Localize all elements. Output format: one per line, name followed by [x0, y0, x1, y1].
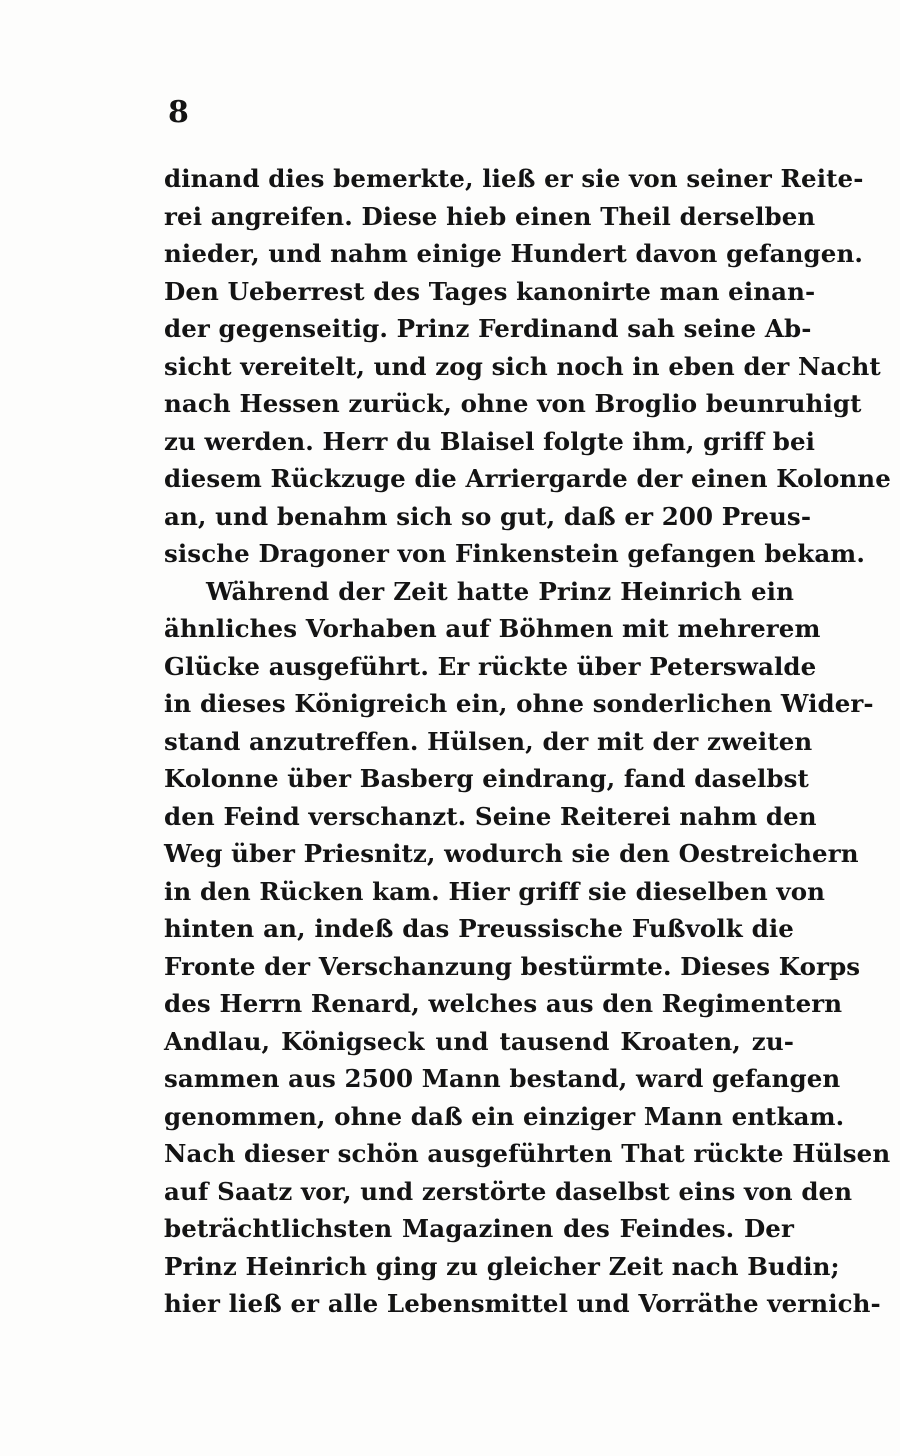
text-line: nieder, und nahm einige Hundert davon gefangen.	[164, 239, 863, 268]
text-line: Weg über Priesnitz, wodurch sie den Oestreichern	[164, 839, 859, 868]
text-line: Prinz Heinrich ging zu gleicher Zeit nach Budin;	[164, 1251, 840, 1281]
text-line: hinten an, indeß das Preussische Fußvolk die	[164, 914, 794, 943]
text-line: sicht vereitelt, und zog sich noch in eben der Nacht	[164, 351, 881, 381]
text-line: auf Saatz vor, und zerstörte daselbst eins von den	[164, 1176, 853, 1206]
text-line: dinand dies bemerkte, ließ er sie von seiner Reite-	[164, 164, 864, 193]
text-line: zu werden. Herr du Blaisel folgte ihm, griff bei	[164, 426, 816, 456]
text-line: Andlau, Königseck und tausend Kroaten, zu-	[164, 1026, 794, 1056]
page-number: 8	[168, 95, 189, 130]
text-line: den Feind verschanzt. Seine Reiterei nahm den	[164, 801, 817, 831]
text-line: Fronte der Verschanzung bestürmte. Dieses Korps	[164, 951, 861, 981]
text-line: diesem Rückzuge die Arriergarde der einen Kolonne	[164, 464, 891, 493]
text-line: ähnliches Vorhaben auf Böhmen mit mehrerem	[164, 614, 821, 643]
paragraph-first-line: Während der Zeit hatte Prinz Heinrich ein	[206, 576, 794, 606]
text-line: Kolonne über Basberg eindrang, fand daselbst	[164, 764, 809, 793]
text-line: Nach dieser schön ausgeführten That rückte Hülsen	[164, 1139, 891, 1168]
text-line: in den Rücken kam. Hier griff sie dieselben von	[164, 876, 826, 906]
text-line: des Herrn Renard, welches aus den Regimentern	[164, 989, 843, 1018]
text-line: an, und benahm sich so gut, daß er 200 Preus-	[164, 501, 812, 531]
text-line: sammen aus 2500 Mann bestand, ward gefangen	[164, 1064, 841, 1093]
text-line: der gegenseitig. Prinz Ferdinand sah seine Ab-	[164, 314, 812, 343]
text-line: stand anzutreffen. Hülsen, der mit der zweiten	[164, 726, 813, 756]
text-line: rei angreifen. Diese hieb einen Theil derselben	[164, 201, 816, 231]
text-line: hier ließ er alle Lebensmittel und Vorräthe vernich-	[164, 1289, 881, 1318]
body-text	[164, 160, 891, 1323]
text-line: genommen, ohne daß ein einziger Mann entkam.	[164, 1101, 845, 1131]
text-line: Den Ueberrest des Tages kanonirte man einan-	[164, 276, 816, 306]
text-line: beträchtlichsten Magazinen des Feindes. Der	[164, 1214, 794, 1243]
text-line: nach Hessen zurück, ohne von Broglio beunruhigt	[164, 389, 862, 418]
text-line: in dieses Königreich ein, ohne sonderlichen Wider-	[164, 689, 874, 718]
text-line: sische Dragoner von Finkenstein gefangen bekam.	[164, 539, 865, 568]
text-line: Glücke ausgeführt. Er rückte über Peterswalde	[164, 651, 817, 681]
